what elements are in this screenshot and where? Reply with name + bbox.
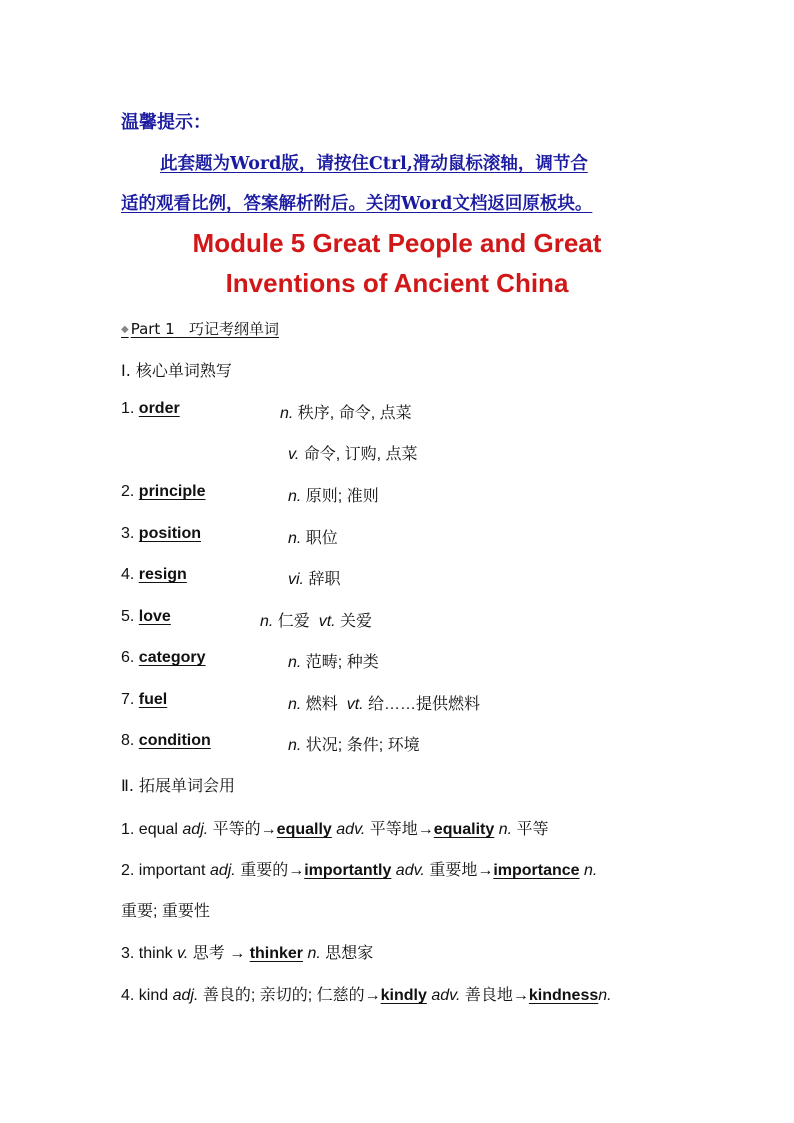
answer-word: position	[138, 525, 202, 542]
answer-word: equally	[276, 821, 332, 838]
list-item: 7. fuel	[121, 691, 168, 708]
answer-word: fuel	[138, 691, 168, 708]
definition: n. 状况; 条件; 环境	[288, 737, 420, 754]
arrow-icon: →	[229, 945, 246, 962]
answer-word: kindness	[528, 987, 599, 1004]
diamond-icon: ◆	[121, 324, 129, 335]
list-item: 4. kind adj. 善良的; 亲切的; 仁慈的→kindly adv. 善良地→kindnessn.	[121, 987, 612, 1004]
list-item: 5. love	[121, 608, 171, 625]
answer-word: kindly	[380, 987, 427, 1004]
arrow-icon: →	[364, 987, 381, 1004]
definition: n. 燃料 vt. 给……提供燃料	[288, 696, 481, 713]
section-1-heading: Ⅰ. 核心单词熟写	[121, 361, 232, 380]
part-label: Part 1	[130, 320, 175, 338]
answer-word: love	[138, 608, 171, 625]
section-2-heading: Ⅱ. 拓展单词会用	[121, 776, 236, 795]
module-title-line-2: Inventions of Ancient China	[225, 268, 569, 298]
tip-line-2: 适的观看比例，答案解析附后。关闭Word文档返回原板块。	[121, 194, 593, 214]
answer-word: importantly	[304, 862, 392, 879]
list-item: 8. condition	[121, 732, 211, 749]
list-item: 1. order	[121, 400, 180, 417]
list-item: 2. important adj. 重要的→importantly adv. 重要地→importance n.	[121, 862, 598, 879]
list-item: 6. category	[121, 649, 206, 666]
answer-word: importance	[493, 862, 580, 879]
answer-word: thinker	[249, 945, 304, 962]
list-item: 1. equal adj. 平等的→equally adv. 平等地→equality n. 平等	[121, 821, 549, 838]
answer-word: equality	[433, 821, 495, 838]
answer-word: category	[138, 649, 206, 666]
definition: vi. 辞职	[288, 571, 341, 588]
definition: n. 原则; 准则	[288, 488, 379, 505]
arrow-icon: →	[260, 821, 277, 838]
definition: n. 职位	[288, 530, 338, 547]
arrow-icon: →	[288, 862, 305, 879]
list-item: 2. principle	[121, 483, 206, 500]
answer-word: resign	[138, 566, 187, 583]
definition: n. 秩序, 命令, 点菜	[280, 405, 412, 422]
answer-word: principle	[138, 483, 206, 500]
definition: n. 范畴; 种类	[288, 654, 379, 671]
tip-title: 温馨提示：	[121, 112, 211, 133]
definition: n. 仁爱 vt. 关爱	[260, 613, 373, 630]
arrow-icon: →	[512, 987, 529, 1004]
list-item: 4. resign	[121, 566, 187, 583]
answer-word: order	[138, 400, 180, 417]
part-heading	[121, 318, 279, 339]
definition: v. 命令, 订购, 点菜	[288, 446, 418, 463]
module-title-line-1: Module 5 Great People and Great	[192, 228, 602, 258]
list-item: 3. think v. 思考 → thinker n. 思想家	[121, 945, 374, 962]
arrow-icon: →	[477, 862, 494, 879]
answer-word: condition	[138, 732, 211, 749]
list-item: 3. position	[121, 525, 202, 542]
part-name: 巧记考纲单词	[188, 320, 279, 338]
tip-line-1: 此套题为Word版，请按住Ctrl,滑动鼠标滚轴，调节合	[160, 154, 588, 174]
arrow-icon: →	[417, 821, 434, 838]
list-item-continuation: 重要; 重要性	[121, 903, 210, 920]
